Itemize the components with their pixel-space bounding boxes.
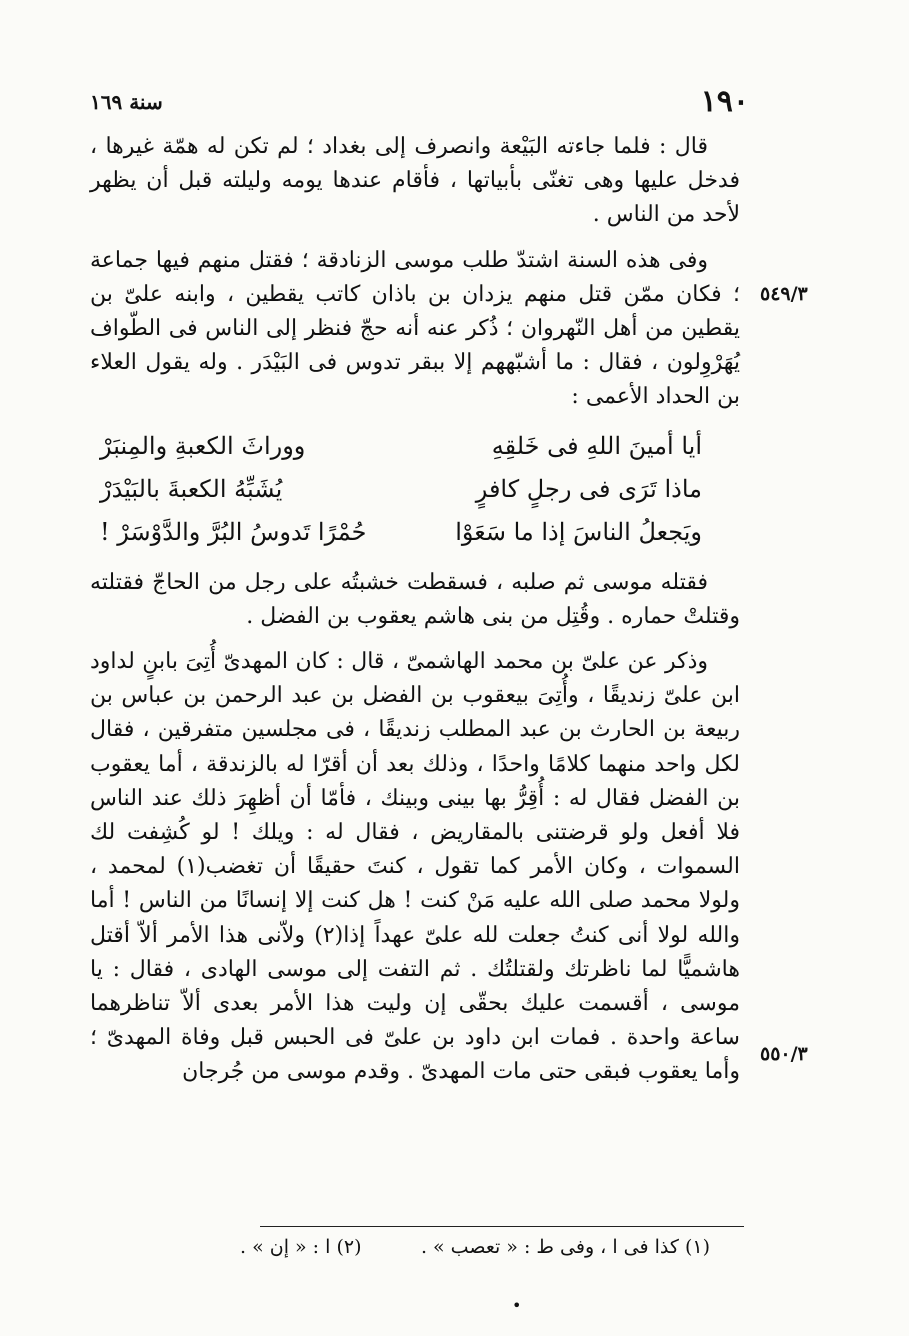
main-text	[90, 130, 740, 1090]
page-number: ١٩٠	[700, 84, 749, 119]
verse-2-first-hemistich: ماذا تَرَى فى رجلٍ كافرٍ	[475, 474, 702, 503]
margin-reference-1: ٥٤٩/٣	[760, 283, 808, 305]
paragraph-1: قال : فلما جاءته البَيْعة وانصرف إلى بغداد ؛ لم تكن له همّة غيرها ، فدخل عليها وهى تغنّى بأبياتها ، فأقام عندها يومه وليلته قبل أن يظهر لأحد من الناس .	[90, 134, 740, 228]
page-header	[90, 84, 749, 124]
poem-verse-2	[90, 468, 740, 511]
footnote-1: (١) كذا فى ا ، وفى ط : « تعصب » .	[420, 1236, 710, 1258]
poem-verse-3	[90, 511, 740, 554]
footnote-divider	[260, 1226, 744, 1227]
running-head: سنة ١٦٩	[90, 90, 163, 114]
poem	[90, 425, 740, 554]
verse-1-first-hemistich: أيا أمينَ اللهِ فى خَلقِهِ	[491, 431, 702, 460]
footnotes	[240, 1236, 710, 1258]
paragraph-4: وذكر عن علىّ بن محمد الهاشمىّ ، قال : كان المهدىّ أُتِىَ بابنٍ لداود ابن علىّ زنديقًا ، وأُتِىَ بيعقوب بن الفضل بن عبد الرحمن بن عباس بن ربيعة بن الحارث بن عبد المطلب زنديقًا ، فى مجلسين متفرقين ، فقال لكل واحد منهما كلامًا واحدًا ، وذلك بعد أن أقرّا له بالزندقة ، أما يعقوب بن الفضل فقال له : أُقِرُّ بها بينى وبينك ، فأمّا أن أظهِرَ ذلك عند الناس فلا أفعل ولو قرضتنى بالمقاريض ، فقال له : ويلك ! لو كُشِفت لك السموات ، وكان الأمر كما تقول ، كنتَ حقيقًا أن تغضب(١) لمحمد ، ولولا محمد صلى الله عليه مَنْ كنت ! هل كنت إلا إنسانًا من الناس ! أما والله لولا أنى كنتُ جعلت لله علىّ عهداً إذا(٢) ولاّنى هذا الأمر ألاّ أقتل هاشميًّا لما ناظرتك ولقتلتُك . ثم التفت إلى موسى الهادى ، فقال : يا موسى ، أقسمت عليك بحقّى إن وليت هذا الأمر بعدى ألاّ تناظرهما ساعة واحدة . فمات ابن داود بن علىّ فى الحبس قبل وفاة المهدىّ ؛ وأما يعقوب فبقى حتى مات المهدىّ . وقدم موسى من جُرجان	[90, 649, 741, 1085]
footnote-2: (٢) ا : « إن » .	[240, 1236, 362, 1258]
poem-verse-1	[90, 425, 740, 468]
paragraph-3: فقتله موسى ثم صلبه ، فسقطت خشبتُه على رجل من الحاجّ فقتلته وقتلتْ حماره . وقُتِل من بنى هاشم يعقوب بن الفضل .	[90, 569, 740, 629]
verse-3-second-hemistich: حُمْرًا تَدوسُ البُرَّ والدَّوْسَرْ !	[100, 517, 367, 546]
verse-1-second-hemistich: ووراثَ الكعبةِ والمِنبَرْ	[100, 431, 306, 460]
verse-2-second-hemistich: يُشَبِّهُ الكعبةَ بالبَيْدَرْ	[100, 474, 283, 503]
margin-reference-2: ٥٥٠/٣	[760, 1043, 808, 1065]
paragraph-2: وفى هذه السنة اشتدّ طلب موسى الزنادقة ؛ فقتل منهم فيها جماعة ؛ فكان ممّن قتل منهم يزدان بن باذان كاتب يقطين ، وابنه علىّ بن يقطين من أهل النّهروان ؛ ذُكر عنه أنه حجّ فنظر إلى الناس فى الطّواف يُهَرْوِلون ، فقال : ما أشبّههم إلا ببقر تدوس فى البَيْدَر . وله يقول العلاء بن الحداد الأعمى :	[90, 247, 740, 410]
stray-mark: •	[512, 1296, 522, 1315]
verse-3-first-hemistich: ويَجعلُ الناسَ إذا ما سَعَوْا	[455, 517, 702, 546]
